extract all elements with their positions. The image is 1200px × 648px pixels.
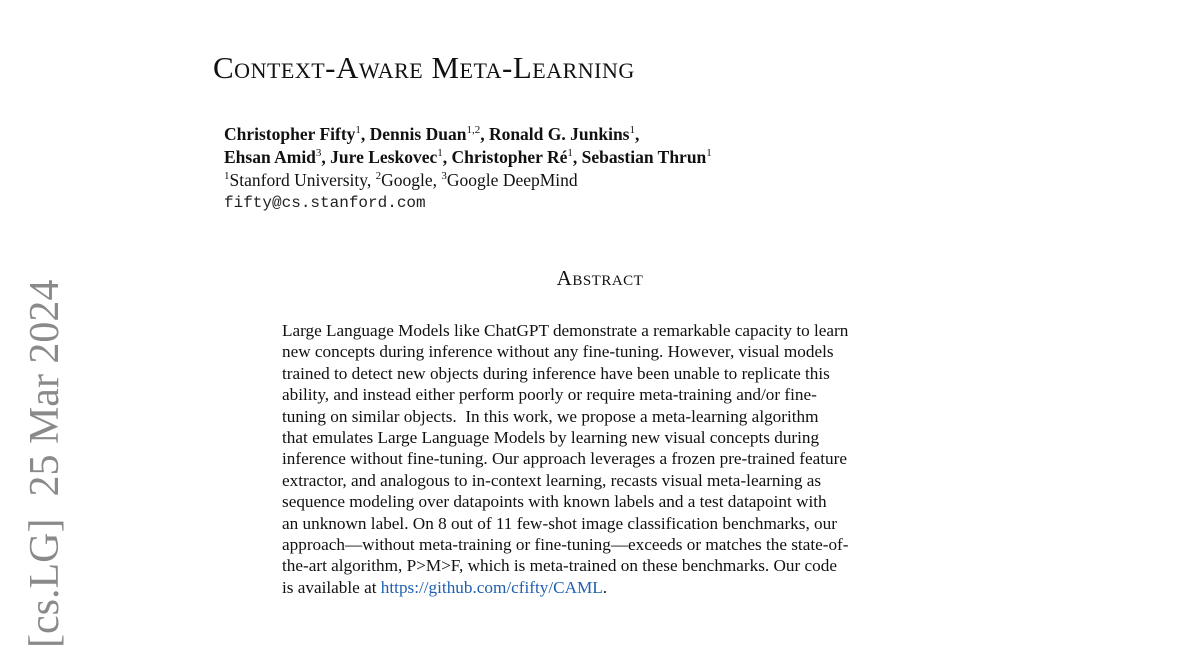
author-affiliation-mark: 1 bbox=[567, 147, 573, 159]
abstract-line: extractor, and analogous to in-context learning, recasts visual meta-learning as bbox=[282, 470, 822, 490]
author-name: Sebastian Thrun bbox=[581, 147, 707, 167]
author-name: Christopher Fifty bbox=[224, 124, 356, 144]
paper-title: Context-Aware Meta-Learning bbox=[213, 50, 635, 85]
abstract-line: sequence modeling over datapoints with known labels and a test datapoint with bbox=[282, 492, 827, 512]
affiliation-mark: 3 bbox=[441, 170, 447, 182]
abstract-line: that emulates Large Language Models by learning new visual concepts during bbox=[282, 428, 820, 448]
author-affiliation-mark: 1 bbox=[355, 124, 361, 136]
arxiv-sidebar-stamp bbox=[24, 280, 66, 648]
affiliation-name: Google DeepMind bbox=[446, 170, 578, 190]
author-name: Ronald G. Junkins bbox=[488, 124, 630, 144]
contact-email: fifty@cs.stanford.com bbox=[224, 194, 426, 212]
abstract-line: new concepts during inference without any fine-tuning. However, visual models bbox=[282, 342, 834, 362]
code-repository-link[interactable]: https://github.com/cfifty/CAML bbox=[380, 577, 603, 597]
author-name: Jure Leskovec bbox=[330, 147, 438, 167]
abstract-line: trained to detect new objects during inference have been unable to replicate this bbox=[282, 363, 830, 383]
abstract-line: approach—without meta-training or fine-tuning—exceeds or matches the state-of- bbox=[282, 535, 849, 555]
abstract-line: Large Language Models like ChatGPT demonstrate a remarkable capacity to learn bbox=[282, 321, 849, 340]
affiliation-name: Stanford University bbox=[229, 170, 367, 190]
author-name: Ehsan Amid bbox=[224, 147, 316, 167]
author-affiliation-mark: 1 bbox=[629, 124, 635, 136]
author-block bbox=[224, 123, 712, 215]
author-line-1: Christopher Fifty$^1$, Dennis Duan$^{1,2}$, Ronald G. Junkins$^1$, bbox=[224, 124, 640, 144]
abstract-last-line: is available at https://github.com/cfifty/CAML. bbox=[282, 577, 608, 597]
author-affiliation-mark: 1,2 bbox=[466, 124, 481, 136]
abstract-line: ability, and instead either perform poorly or require meta-training and/or fine- bbox=[282, 385, 817, 405]
author-affiliation-mark: 1 bbox=[437, 147, 443, 159]
author-line-2: Ehsan Amid$^3$, Jure Leskovec$^1$, Christopher $Ré^1$, Sebastian Thrun$^1$ bbox=[224, 147, 712, 167]
affiliation-mark: 2 bbox=[375, 170, 382, 182]
abstract-heading: Abstract bbox=[556, 266, 644, 290]
author-affiliation-mark: 1 bbox=[706, 147, 712, 159]
affiliation-name: Google bbox=[381, 170, 433, 190]
abstract-line: the-art algorithm, P>M>F, which is meta-trained on these benchmarks. Our code bbox=[282, 556, 837, 576]
affiliations: $^1$Stanford University, $^2$Google, $^3$Google DeepMind bbox=[224, 170, 578, 190]
arxiv-category: [cs.LG] bbox=[22, 518, 68, 648]
author-affiliation-mark: 3 bbox=[315, 147, 322, 159]
abstract-line: inference without fine-tuning. Our approach leverages a frozen pre-trained feature bbox=[282, 449, 847, 469]
author-name: Dennis Duan bbox=[369, 124, 467, 144]
abstract-line: an unknown label. On 8 out of 11 few-shot image classification benchmarks, our bbox=[282, 513, 837, 533]
abstract-line: tuning on similar objects. In this work, we propose a meta-learning algorithm bbox=[282, 406, 819, 426]
affiliation-mark: 1 bbox=[224, 170, 230, 182]
author-name: Christopher Ré bbox=[451, 147, 568, 167]
arxiv-date: 25 Mar 2024 bbox=[22, 279, 68, 497]
abstract-body bbox=[282, 320, 922, 598]
